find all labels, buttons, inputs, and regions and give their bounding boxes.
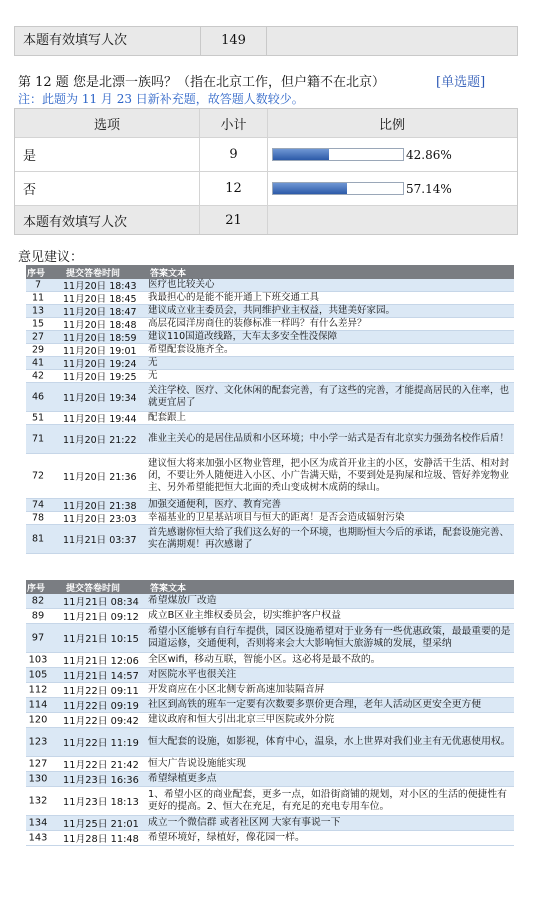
stats-table: [14, 108, 518, 235]
stats-row-no: [15, 171, 517, 205]
feedback-text: 对医院水平也很关注: [148, 669, 237, 680]
feedback-table-header: [26, 265, 514, 279]
feedback-row: [26, 816, 514, 831]
feedback-row: [26, 713, 514, 728]
feedback-text: 建议恒大将来加强小区物业管理，把小区为成首开业主的小区，安静活干生活、相对封闭，不要让外人随便进入小区、小广告满天贴，不要到处是狗屎和垃圾、管好养宠物业主、另外希望能把恒大北面的秃山变成树木成荫的绿山。: [148, 458, 510, 493]
feedback-no: 127: [28, 758, 48, 770]
ratio-bar-fill: [273, 149, 329, 160]
ratio-bar: [272, 182, 404, 195]
feedback-time: 11月22日 21:42: [63, 760, 139, 771]
feedback-no: 134: [28, 817, 48, 829]
header-count: 小计: [199, 109, 268, 137]
header-time: 提交答卷时间: [66, 269, 121, 279]
header-option: 选项: [93, 117, 120, 133]
feedback-time: 11月21日 03:37: [63, 535, 137, 546]
feedback-time: 11月23日 16:36: [63, 775, 139, 786]
option-count: 12: [199, 172, 268, 205]
feedback-row: [26, 757, 514, 772]
option-label: 否: [23, 183, 37, 198]
feedback-time: 11月20日 19:24: [63, 359, 137, 370]
feedback-no: 27: [31, 331, 45, 343]
feedback-text: 开发商应在小区北侧专新高速加装隔音屏: [148, 684, 325, 695]
summary-value: 149: [200, 27, 267, 55]
feedback-no: 51: [31, 412, 45, 424]
feedback-no: 130: [28, 773, 48, 785]
feedback-time: 11月22日 09:11: [63, 686, 139, 697]
feedback-text: 希望环境好，绿植好，像花园一样。: [148, 832, 305, 843]
feedback-no: 46: [31, 391, 45, 403]
question-type-link[interactable]: [单选题]: [436, 75, 486, 90]
feedback-text: 加强交通便利，医疗、教育完善: [148, 499, 282, 510]
feedback-row: [26, 787, 514, 816]
option-ratio: [267, 172, 517, 205]
feedback-no: 74: [31, 499, 45, 511]
feedback-time: 11月20日 18:45: [63, 294, 137, 305]
feedback-table-2: [26, 580, 514, 846]
question-title: [18, 71, 518, 90]
option-label: 是: [23, 149, 37, 164]
feedback-no: 97: [31, 632, 45, 644]
feedback-text: 准业主关心的是居住品质和小区环境；中小学一站式是否有北京实力强劲名校作后盾！: [148, 433, 510, 444]
feedback-no: 89: [31, 610, 45, 622]
summary-label: 本题有效填写人次: [23, 214, 128, 230]
ratio-bar-fill: [273, 183, 347, 194]
feedback-time: 11月22日 09:42: [63, 716, 139, 727]
feedback-table-header: [26, 580, 514, 594]
feedback-text: 医疗也比较关心: [148, 279, 215, 290]
feedback-time: 11月20日 18:48: [63, 320, 137, 331]
feedback-time: 11月25日 21:01: [63, 819, 139, 830]
feedback-row: [26, 425, 514, 454]
feedback-time: 11月21日 08:34: [63, 597, 139, 608]
feedback-no: 7: [34, 279, 42, 291]
feedback-text: 全区wifi，移动互联，智能小区。这必将是最不敌的。: [148, 654, 381, 665]
header-time: 提交答卷时间: [66, 584, 121, 594]
feedback-text: 配套跟上: [148, 412, 187, 423]
question-note: 注：此题为 11 月 23 日新补充题，故答题人数较少。: [18, 92, 304, 106]
feedback-row: [26, 609, 514, 624]
feedback-no: 132: [28, 795, 48, 807]
feedback-row: [26, 383, 514, 412]
feedback-no: 29: [31, 344, 45, 356]
feedback-text: 建议成立业主委员会，共同维护业主权益，共建美好家园。: [148, 305, 396, 316]
feedback-time: 11月20日 19:25: [63, 372, 137, 383]
feedback-text: 成立B区业主维权委员会，切实维护客户权益: [148, 610, 341, 621]
feedback-time: 11月20日 21:36: [63, 472, 137, 483]
stats-summary-row: [15, 205, 517, 234]
feedback-no: 11: [31, 292, 45, 304]
feedback-row: [26, 653, 514, 668]
feedback-row: [26, 728, 514, 757]
feedback-row: [26, 831, 514, 846]
feedback-text: 希望绿植更多点: [148, 773, 217, 784]
feedback-time: 11月22日 11:19: [63, 738, 139, 749]
ratio-percent: 42.86%: [406, 147, 452, 162]
feedback-text: 高层花园洋房商住的装修标准一样吗？有什么差异？: [148, 318, 367, 329]
feedback-time: 11月21日 14:57: [63, 671, 139, 682]
feedback-time: 11月23日 18:13: [63, 797, 139, 808]
header-ratio: 比例: [378, 117, 405, 133]
feedback-text: 希望配套设施齐全。: [148, 344, 234, 355]
feedback-row: [26, 668, 514, 683]
feedback-row: [26, 512, 514, 525]
feedback-no: 120: [28, 714, 48, 726]
feedback-table-1: [26, 265, 514, 554]
feedback-text: 首先感谢你恒大给了我们这么好的一个环境，也期盼恒大今后的承诺，配套设施完善、实在满期观！再次感谢了: [148, 527, 510, 550]
feedback-time: 11月20日 19:44: [63, 414, 137, 425]
feedback-time: 11月21日 09:12: [63, 612, 139, 623]
feedback-time: 11月20日 21:38: [63, 501, 137, 512]
feedback-time: 11月20日 19:34: [63, 393, 137, 404]
ratio-bar: [272, 148, 404, 161]
feedback-row: [26, 698, 514, 713]
feedback-time: 11月28日 11:48: [63, 834, 139, 845]
summary-label: 本题有效填写人次: [23, 33, 128, 48]
feedback-text: 关注学校、医疗、文化休闲的配套完善，有了这些的完善，才能提高居民的入住率，也就更宜居了: [148, 385, 510, 408]
feedback-time: 11月20日 19:01: [63, 346, 137, 357]
stats-header-row: [15, 109, 517, 137]
feedback-text: 恒大广告说设施能实现: [148, 758, 246, 769]
header-text: 答案文本: [150, 584, 187, 594]
feedback-row: [26, 454, 514, 499]
feedback-no: 143: [28, 832, 48, 844]
feedback-text: 恒大配套的设施，如影视，体育中心，温泉，水上世界对我们业主有无优惠使用权。: [148, 736, 511, 747]
feedback-no: 82: [31, 595, 45, 607]
feedback-no: 78: [31, 512, 45, 524]
feedback-no: 112: [28, 684, 48, 696]
option-count: 9: [199, 138, 268, 171]
feedback-no: 13: [31, 305, 45, 317]
feedback-text: 幸福基业的卫星基站项目与恒大的距离！是否会造成辐射污染: [148, 512, 405, 523]
feedback-no: 42: [31, 370, 45, 382]
feedback-text: 希望小区能够有自行车提供，园区设施希望对于业务有一些优惠政策，最最重要的是园道运修，交通便利，否则将来会大大影响恒大旅游城的发展，望采纳: [148, 626, 511, 649]
feedback-row: [26, 624, 514, 653]
feedback-no: 81: [31, 533, 45, 545]
feedback-time: 11月21日 10:15: [63, 634, 139, 645]
feedback-row: [26, 683, 514, 698]
feedback-text: 无: [148, 370, 158, 381]
stats-row-yes: [15, 137, 517, 171]
feedback-no: 71: [31, 433, 45, 445]
feedback-time: 11月20日 21:22: [63, 435, 137, 446]
feedback-no: 15: [31, 318, 45, 330]
feedback-row: [26, 772, 514, 787]
feedback-row: [26, 594, 514, 609]
header-text: 答案文本: [150, 269, 187, 279]
feedback-text: 1、希望小区的商业配套，更多一点，如沿街商铺的规划，对小区的生活的便捷性有更好的提高。2、恒大在充足，有充足的充电专用车位。: [148, 789, 507, 812]
option-ratio: [267, 138, 517, 171]
feedback-row: [26, 525, 514, 554]
feedback-text: 我最担心的是能不能开通上下班交通工具: [148, 292, 320, 303]
feedback-time: 11月20日 18:59: [63, 333, 137, 344]
header-no: 序号: [27, 269, 46, 279]
feedback-time: 11月20日 23:03: [63, 514, 137, 525]
feedback-no: 114: [28, 699, 48, 711]
header-no: 序号: [27, 584, 46, 594]
feedback-time: 11月20日 18:47: [63, 307, 137, 318]
ratio-percent: 57.14%: [406, 181, 452, 196]
feedback-no: 41: [31, 357, 45, 369]
feedback-time: 11月22日 09:19: [63, 701, 139, 712]
feedback-no: 72: [31, 470, 45, 482]
prev-question-summary-row: [14, 26, 518, 56]
feedback-text: 建议政府和恒大引出北京三甲医院或外分院: [148, 714, 335, 725]
feedback-text: 成立一个微信群 或者社区网 大家有事说一下: [148, 817, 341, 828]
feedback-time: 11月20日 18:43: [63, 281, 137, 292]
feedback-no: 103: [28, 654, 48, 666]
feedback-no: 123: [28, 736, 48, 748]
feedback-text: 社区到高铁的班车一定要有次数要多票价更合理，老年人活动区更安全更方便: [148, 699, 482, 710]
summary-value: 21: [199, 206, 268, 234]
feedback-row: [26, 412, 514, 425]
opinion-section-title: 意见建议：: [18, 250, 84, 265]
feedback-time: 11月21日 12:06: [63, 656, 139, 667]
feedback-text: 无: [148, 357, 158, 368]
question-text: 第 12 题 您是北漂一族吗？（指在北京工作，但户籍不在北京）: [18, 75, 385, 90]
feedback-row: [26, 370, 514, 383]
feedback-no: 105: [28, 669, 48, 681]
feedback-text: 希望煤放厂改造: [148, 595, 217, 606]
feedback-text: 建议110国道改线路，大车太多安全性没保障: [148, 331, 338, 342]
